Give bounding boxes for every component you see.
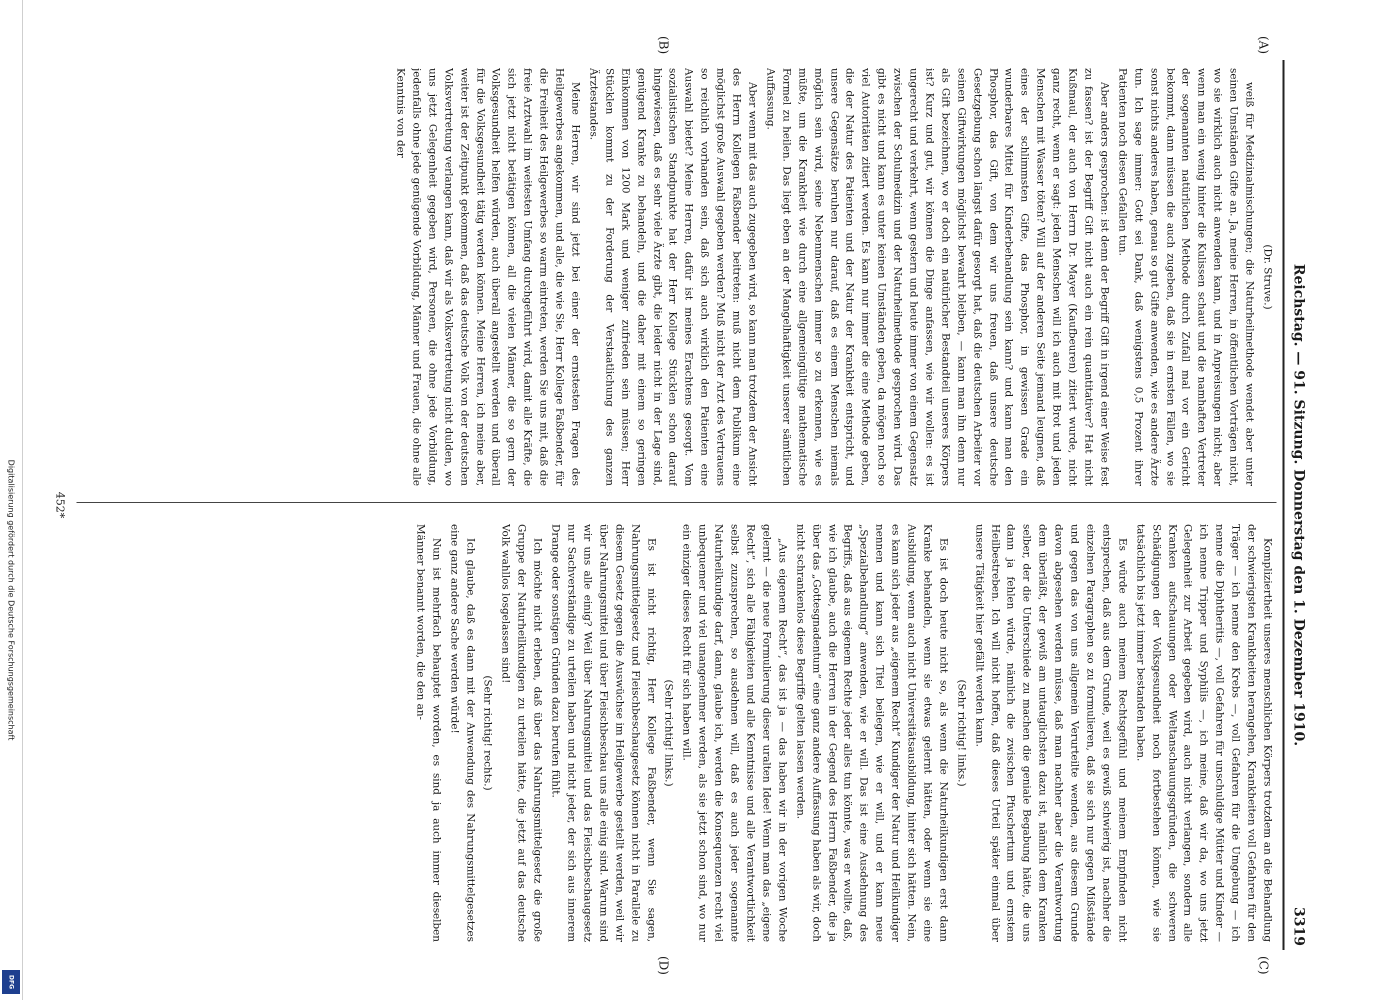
paragraph: „Aus eigenem Recht“, das ist ja — das haben wir in der vorigen Woche gelernt — die neue Formulierung dieser uralten Idee! Wenn man das „eigene Recht“, sich alle Fähigkeiten und alle Kenntnisse und alle Verantwortlichkeit selbst zuzusprechen, so ausdehnen will, daß es auch jeder sogenannte Naturheilkundige darf, dann, glaube ich, werden die Konsequenzen recht viel unbequemer und viel unangenehmer werden, als sie jetzt schon sind, wo nur ein einziger dieses Recht für sich haben will. <box>680 524 788 942</box>
header-title: Reichstag. — 91. Sitzung. Donnerstag den 1. Dezember 1910. <box>1290 263 1306 747</box>
rotated-page <box>45 36 1310 975</box>
footer-page-number: 452* <box>53 491 66 519</box>
left-column <box>74 68 1274 486</box>
paragraph: Nun ist mehrfach behauptet worden, es sind ja auch immer dieselben Männer benannt worden, die den an- <box>413 524 442 942</box>
paragraph: Es ist nicht richtig, Herr Kollege Faßbender, wenn Sie sagen, Nahrungsmittelgesetz und Fleischbeschaugesetz können nicht in Parallele zu diesem Gesetz gegen die Auswüchse im Heilgewerbe gestellt werden, weil wir über Nahrungsmittel und über Fleischbeschau uns alle einig sind. Warum sind wir uns alle einig? Weil über Nahrungsmittel und das Fleischbeschaugesetz nur Sachverständige zu urteilen haben und nicht jeder, der sich aus innerem Drange oder sonstigen Gründen dazu berufen fühlt. <box>549 524 657 942</box>
paragraph: Aber anders gesprochen: ist denn der Begriff Gift in irgend einer Weise fest zu fassen? ist der Begriff Gift nicht auch ein rein quantitativer? Hat nicht Kußmaul, der auch von Herrn Dr. Mayer (Kaufbeuren) zitiert wurde, nicht ganz recht, wenn er sagt: jeden Menschen will ich auch mit Brot und jeden Menschen mit Wasser töten? Will auf der anderen Seite jemand leugnen, daß eines der schlimmsten Gifte, das Phosphor, in gewissen Grade ein wunderbares Mittel für Kinderbehandlung sein kann? und kann man den Phosphor, das Gift, von dem wir uns freuen, daß unsere deutsche Gesetzgebung schon längst dafür gesorgt hat, daß die deutschen Arbeiter vor seinen Giftwirkungen möglichst bewahrt bleiben, — kann man ihn denn nur als Gift bezeichnen, wo er doch ein natürlicher Bestandteil unseres Körpers ist? Kurz und gut, wir können die Dinge anfassen, wie wir wollen: es ist ungerecht und verkehrt, wenn gestern und heute immer von einem Gegensatz zwischen der Schulmedizin und der Naturheilmethode gesprochen wird. Das gibt es nicht und kann es unter keinen Umständen geben, da mögen noch so viel Autoritäten zitiert werden. Es kann nur immer die eine Methode geben, die der Natur des Patienten und der Natur der Krankheit entspricht, und unsere Gegensätze beruhen nur darauf, daß es einem Menschen niemals möglich sein wird, seine Nebenmenschen immer so zu erkennen, wie es müßte, um die Krankheit wie durch eine allgemeingültige mathematische Formel zu heilen. Das liegt eben an der Mangelhaftigkeit unserer sämtlichen Auffassung. <box>763 68 1110 486</box>
speaker-label: (Dr. Struve.) <box>1261 244 1273 310</box>
interjection: (Sehr richtig! links.) <box>954 679 967 787</box>
marker-b: (B) <box>656 36 670 55</box>
dfg-logo: DFG <box>2 970 20 994</box>
page-header <box>1282 60 1310 950</box>
column-divider <box>76 502 1276 503</box>
digitization-credit: Digitalisierung gefördert durch die Deutsche Forschungsgemeinschaft <box>6 459 16 741</box>
digitization-strip <box>0 0 23 1000</box>
page-number: 3319 <box>1290 907 1306 946</box>
paragraph: Es ist doch heute nicht so, als wenn die Naturheilkundigen erst dann Kranke behandeln, wenn sie etwas gelernt hätten, oder wenn sie eine Ausbildung, wenn auch nicht Universitätsausbildung, hinter sich hätten. Nein, es kann sich jeder aus „eigenem Recht“ Kundiger der Natur und Heilkundiger nennen und kann sich Titel beilegen, wie er will, und er kann neue „Spezialbehandlung“ anwenden, wie er will. Das ist eine Ausdehnung des Begriffs, daß aus eigenem Rechte jeder alles tun könnte, was er wollte, daß, wie ich glaube, auch die Herren in der Gegend des Herrn Faßbender, die ja über das „Gottesgnadentum“ eine ganz andere Auffassung haben als wir, doch nicht schrankenlos diese Begriffe gelten lassen werden. <box>793 524 949 942</box>
marker-a: (A) <box>1256 36 1270 55</box>
paragraph: weiß für Medizinalmischungen; die Naturheilmethode wendet aber unter seinen Umständen Gifte an. Ja, meine Herren, in öffentlichen Vorträgen nicht, wo sie wirklich auch nicht anwenden kann, und in Anpreisungen nicht; aber wenn man ein wenig hinter die Kulissen schaut und die namhaften Vertreter der sogenannten natürlichen Methode durch Zufall mal vor ein Gericht bekommt, dann müssen die auch zugeben, daß sie in ernsten Fällen, wo sie sonst nichts anderes haben, genau so gut Gifte anwenden, wie es andere Ärzte tun. Ich sage immer: Gott sei Dank, daß wenigstens 0,5 Prozent ihrer Patienten noch diesen Gefallen tun. <box>1115 68 1256 486</box>
marker-c: (C) <box>1256 956 1270 975</box>
page-scan <box>45 36 1310 975</box>
paragraph: Ich glaube, daß es dann mit der Anwendung des Nahrungsmittelgesetzes eine ganz andere Sache werden würde! <box>447 524 476 942</box>
paragraph: Kompliziertheit unseres menschlichen Körpers trotzdem an die Behandlung der schwierigsten Krankheiten herangehen, Krankheiten voll Gefahren für den Träger — ich nenne den Krebs —, voll Gefahren für die Umgebung — ich nenne die Diphtheritis —, voll Gefahren für unschuldige Mütter und Kinder — ich nenne Tripper und Syphilis —, ich meine, daß wir da, wo uns jetzt Gelegenheit zur Arbeit gegeben wird, auch nicht verlangen, sondern alle Kranken aufschauungen oder Weltanschauungsgründen, die schweren Schädigungen der Volksgesundheit noch fortbestehen können, wie sie tatsächlich bis jetzt immer bestanden haben. <box>1133 524 1273 942</box>
right-column <box>74 524 1274 942</box>
interjection: (Sehr richtig! rechts.) <box>481 675 494 791</box>
interjection: (Sehr richtig! links.) <box>662 679 675 787</box>
paragraph: Aber wenn mit das auch zugegeben wird, so kann man trotzdem der Ansicht des Herrn Kollegen Faßbender beitreten: muß nicht dem Publikum eine möglichst große Auswahl gegeben werden? Muß nicht der Arzt des Vertrauens so reichlich vorhanden sein, daß sich auch wirklich den Patienten eine Auswahl bietet? Meine Herren, dafür ist meines Erachtens gesorgt. Vom sozialistischen Standpunkte hat der Herr Kollege Stücklen schon darauf hingewiesen, daß es sehr viele Ärzte gibt, die leider nicht in der Lage sind, genügend Kranke zu behandeln, und die daher mit einem so geringen Einkommen von 1200 Mark und weniger zufrieden sein müssen; Herr Stücklen kommt zu der Forderung der Verstaatlichung des ganzen Ärztestandes. <box>586 68 758 486</box>
paragraph: Ich möchte nicht erleben, daß über das Nahrungsmittelgesetz die große Gruppe der Naturheilkundigen zu urteilen hätte, die jetzt auf das deutsche Volk wahllos losgelassen sind! <box>499 524 544 942</box>
paragraph: Es würde auch meinem Rechtsgefühl und meinem Empfinden nicht entsprechen, daß aus dem Grunde, weil es gewiß schwierig ist, nachher die einzelnen Paragraphen so zu formulieren, daß sie sich nur gegen Mißstände und gegen das von uns allgemein Verurteilte wenden, aus diesem Grunde davon abgesehen werden müsse, daß man nachher aber die Verantwortung dem überläßt, der gewiß am untauglichsten dazu ist, nämlich dem Kranken selber, der die Unterschiede zu machen die geniale Begabung hätte, die uns dann ja fehlen würde, nämlich die zwischen Pfuschertum und ernstem Heilbestreben. Ich will nicht hoffen, daß dieses Urteil später einmal über unsere Tätigkeit hier gefällt werden kann. <box>972 524 1128 942</box>
paragraph: Meine Herren, wir sind jetzt bei einer der ernstesten Fragen des Heilgewerbes angekommen, und alle, die wie Sie, Herr Kollege Faßbender, für die Freiheit des Heilgewerbes so warm eintreten, werden Sie uns mit, daß die freie Arztwahl im weitesten Umfang durchgeführt wird, damit alle Kräfte, die sich jetzt nicht betätigen können, all die vielen Männer, die so gern der Volksgesundheit helfen würden, auch überall angestellt werden und überall für die Volksgesundheit tätig werden können. Meine Herren, ich meine aber, weiter ist der Zeitpunkt gekommen, daß das deutsche Volk von der deutschen Volksvertretung verlangen kann, daß wir als Volksvertretung nicht dulden, wo uns jetzt Gelegenheit gegeben wird, Personen, die ohne jede Vorbildung, jedenfalls ohne jede genügende Vorbildung, Männer und Frauen, die ohne alle Kenntnis von der <box>394 68 582 486</box>
marker-d: (D) <box>656 956 670 975</box>
